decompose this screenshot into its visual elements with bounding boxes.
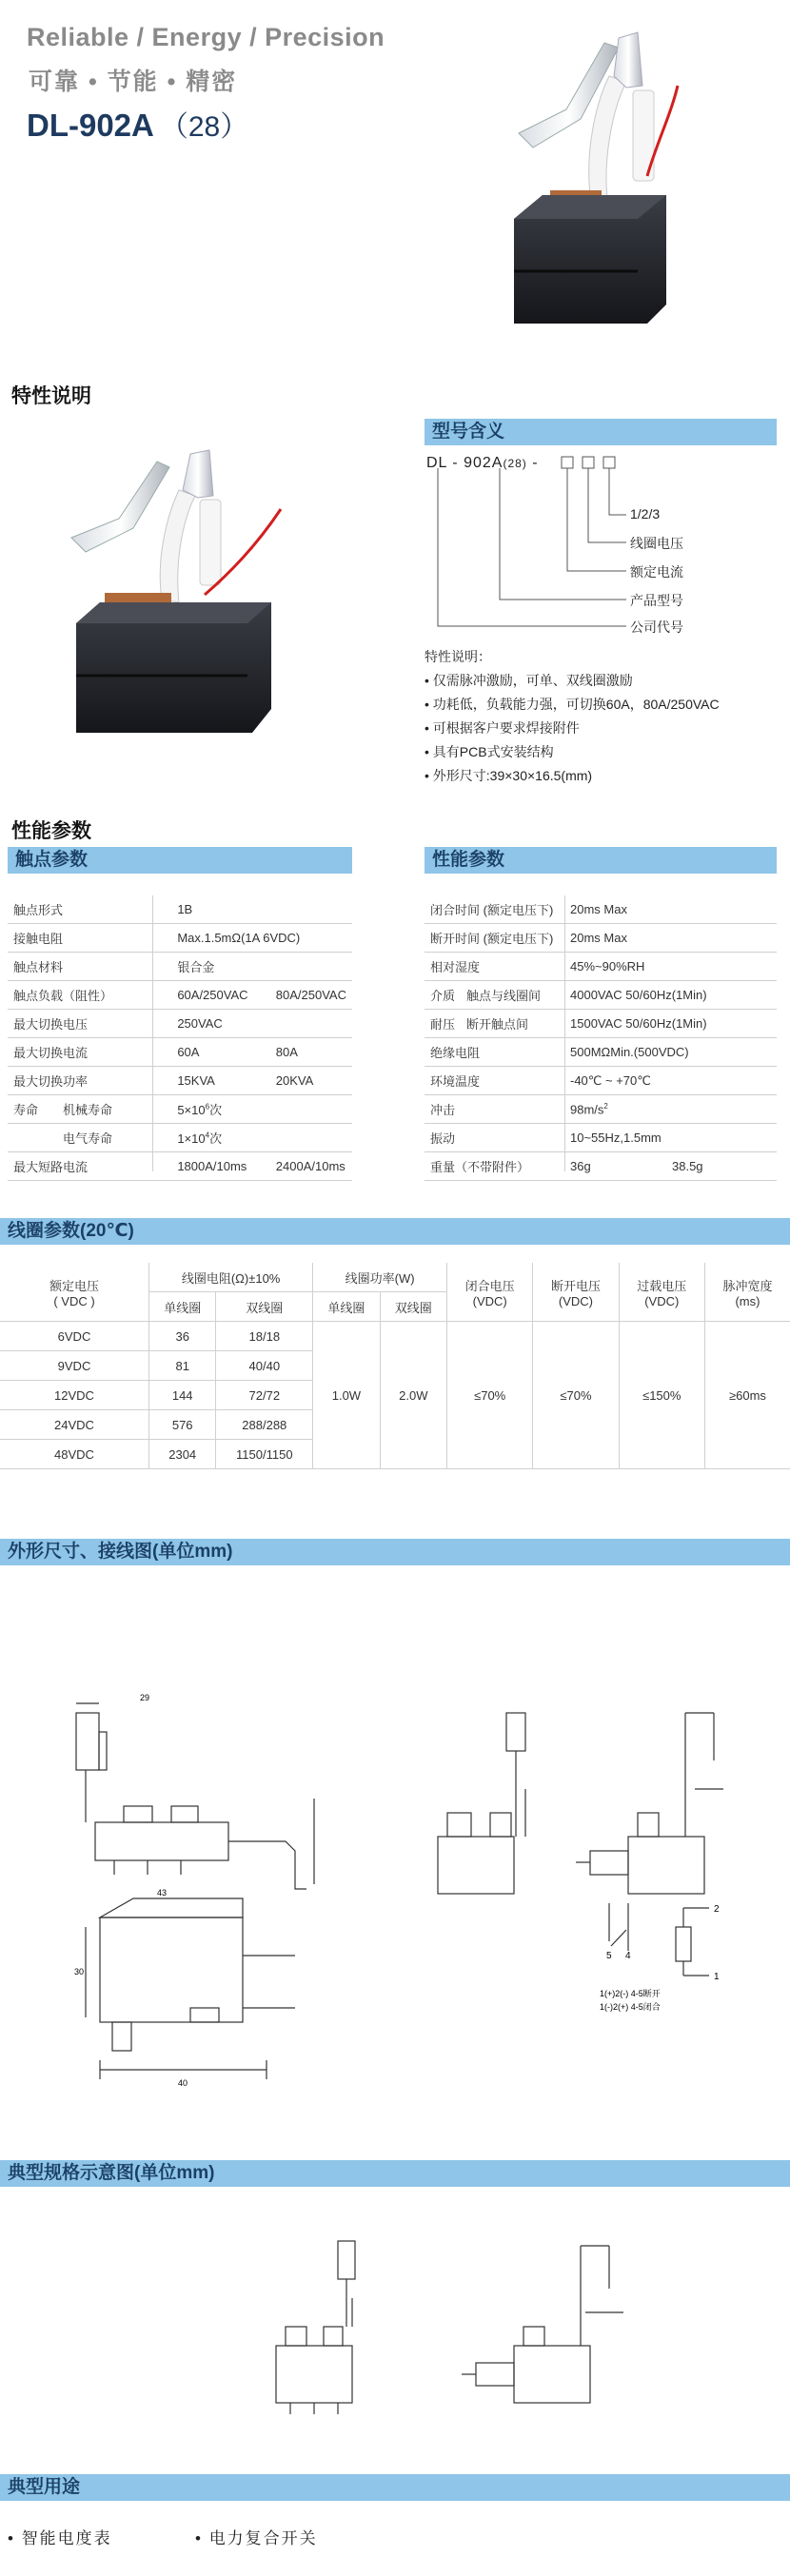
relay-product-image-small	[57, 433, 295, 737]
dim-39: 39	[171, 1888, 182, 1898]
feature-list-title: 特性说明：	[425, 649, 491, 664]
coil-params-table	[0, 1263, 790, 1469]
section-features-title: 特性说明	[11, 385, 91, 407]
table-row: 寿命 机械寿命 $5\times 10^6$次	[8, 1095, 352, 1124]
contact-params-table	[8, 895, 352, 1181]
model-code-dash: -	[532, 455, 539, 471]
table-header-row: 额定电压 ( VDC ) 线圈电阻(Ω)±10% 线圈功率(W) 闭合电压 (VDC) 断开电压 (VDC) 过载电压 (VDC) 脉冲宽度 (ms)	[0, 1263, 790, 1292]
table-row: 介质 触点与线圈间 4000VAC 50/60Hz(1Min)	[425, 981, 777, 1010]
model-code-suffix: (28)	[503, 457, 527, 470]
hero-tagline-cn: 可靠 • 节能 • 精密	[29, 69, 238, 95]
table-row: 12VDC 144 72/72	[0, 1381, 790, 1410]
pin-5: 5	[606, 1951, 612, 1961]
wiring-note-1: 1(+)2(-) 4-5断开	[600, 1989, 661, 1998]
hero-tagline-en: Reliable / Energy / Precision	[27, 23, 385, 51]
table-row: 触点负载（阻性） 60A/250VAC 80A/250VAC	[8, 981, 352, 1010]
model-label-5: 公司代号	[630, 619, 683, 635]
table-row: 耐压 断开触点间 1500VAC 50/60Hz(1Min)	[425, 1010, 777, 1038]
feature-item: • 可根据客户要求焊接附件	[425, 720, 580, 736]
table-row: 最大切换电流 60A 80A	[8, 1038, 352, 1067]
coil-params-bar: 线圈参数(20℃)	[0, 1218, 790, 1245]
table-row: 断开时间 (额定电压下) 20ms Max	[425, 924, 777, 953]
model-label-2: 线圈电压	[630, 536, 683, 551]
table-row: 相对湿度 45%~90%RH	[425, 953, 777, 981]
table-row: 最大短路电流 1800A/10ms 2400A/10ms	[8, 1152, 352, 1181]
wiring-note-2: 1(-)2(+) 4-5闭合	[600, 2002, 661, 2012]
model-label-4: 产品型号	[630, 593, 683, 608]
dim-40: 40	[177, 2078, 188, 2088]
feature-list	[425, 645, 720, 788]
dim-30: 30	[74, 1967, 85, 1976]
model-sub: （28）	[159, 111, 249, 143]
typical-spec-drawings	[257, 2232, 657, 2422]
relay-product-image-large	[476, 19, 704, 324]
hero-model-title	[27, 103, 248, 145]
table-row: 闭合时间 (额定电压下) 20ms Max	[425, 895, 777, 924]
typical-use-bar: 典型用途	[0, 2474, 790, 2501]
table-row: 9VDC 81 40/40	[0, 1351, 790, 1381]
table-row: 接触电阻 Max.1.5mΩ(1A 6VDC)	[8, 924, 352, 953]
typical-spec-bar: 典型规格示意图(单位mm)	[0, 2160, 790, 2187]
model-label-3: 额定电流	[630, 564, 683, 580]
table-header-row: 单线圈 双线圈 单线圈 双线圈	[0, 1292, 790, 1322]
table-row: 最大切换功率 15KVA 20KVA	[8, 1067, 352, 1095]
table-row: 振动 10~55Hz,1.5mm	[425, 1124, 777, 1152]
pin-1: 1	[714, 1972, 720, 1982]
use-item: • 电力复合开关	[195, 2529, 318, 2547]
dimension-drawings	[57, 1694, 790, 2132]
table-row: 绝缘电阻 500MΩMin.(500VDC)	[425, 1038, 777, 1067]
pin-4: 4	[625, 1951, 631, 1961]
model-label-1: 1/2/3	[630, 506, 661, 521]
dim-43: 43	[156, 1888, 168, 1898]
feature-item: • 具有PCB式安装结构	[425, 744, 554, 759]
model-name: DL-902A	[27, 108, 154, 143]
feature-item: • 外形尺寸:39×30×16.5(mm)	[425, 768, 593, 783]
table-row: 6VDC 36 18/18 1.0W 2.0W ≤70% ≤70% ≤150% ≥60ms	[0, 1322, 790, 1351]
table-row: 电气寿命 $1\times 10^4$次	[8, 1124, 352, 1152]
section-performance-title: 性能参数	[11, 820, 91, 842]
section-model-meaning-bar: 型号含义	[425, 419, 777, 445]
table-row: 24VDC 576 288/288	[0, 1410, 790, 1440]
table-row: 触点材料 银合金	[8, 953, 352, 981]
perf-params-table	[425, 895, 777, 1181]
dimensions-bar: 外形尺寸、接线图(单位mm)	[0, 1539, 790, 1565]
perf-params-bar: 性能参数	[425, 847, 777, 874]
feature-item: • 仅需脉冲激励，可单、双线圈激励	[425, 673, 633, 688]
table-row: 重量（不带附件） 36g 38.5g	[425, 1152, 777, 1181]
pin-2: 2	[714, 1904, 720, 1915]
dim-29: 29	[139, 1694, 150, 1702]
contact-params-bar: 触点参数	[8, 847, 352, 874]
table-row: 环境温度 -40℃ ~ +70℃	[425, 1067, 777, 1095]
table-row: 最大切换电压 250VAC	[8, 1010, 352, 1038]
feature-item: • 功耗低，负载能力强，可切换60A，80A/250VAC	[425, 697, 720, 712]
table-row: 触点形式 1B	[8, 895, 352, 924]
table-row: 48VDC 2304 1150/1150	[0, 1440, 790, 1469]
use-item: • 智能电度表	[8, 2529, 112, 2547]
table-row: 冲击 $98m/s^2$	[425, 1095, 777, 1124]
model-code-diagram	[419, 447, 742, 638]
model-code-prefix: DL - 902A	[426, 455, 504, 471]
